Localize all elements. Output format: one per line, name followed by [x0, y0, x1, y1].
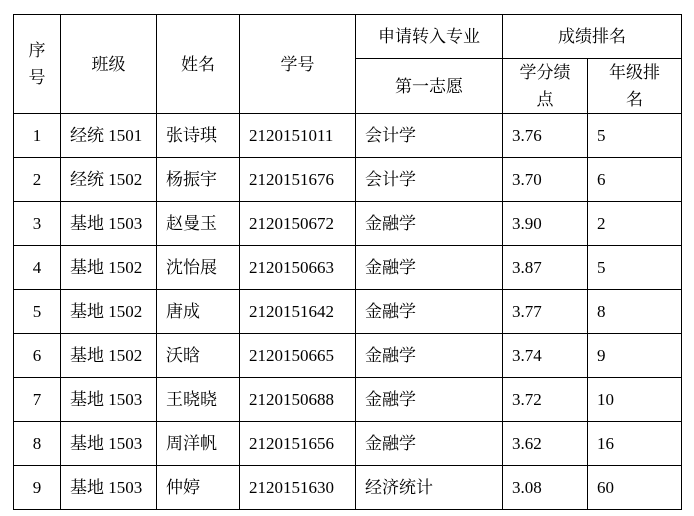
- table-row: [14, 290, 682, 334]
- cell-gpa: 3.90: [503, 202, 588, 246]
- cell-grade-rank: 9: [588, 334, 682, 378]
- table-row: [14, 114, 682, 158]
- cell-first-choice: 金融学: [356, 378, 503, 422]
- cell-student-id: 2120150672: [240, 202, 356, 246]
- cell-grade-rank: 16: [588, 422, 682, 466]
- header-student-id: 学号: [240, 15, 356, 114]
- cell-serial: 1: [14, 114, 61, 158]
- cell-gpa: 3.76: [503, 114, 588, 158]
- cell-grade-rank: 5: [588, 114, 682, 158]
- cell-name: 仲婷: [157, 466, 240, 510]
- cell-serial: 8: [14, 422, 61, 466]
- header-major-group: 申请转入专业: [356, 15, 503, 59]
- cell-first-choice: 会计学: [356, 114, 503, 158]
- cell-gpa: 3.74: [503, 334, 588, 378]
- header-gpa: [503, 59, 588, 114]
- cell-class: 基地 1503: [61, 378, 157, 422]
- cell-serial: 2: [14, 158, 61, 202]
- header-first-choice: 第一志愿: [356, 59, 503, 114]
- cell-gpa: 3.72: [503, 378, 588, 422]
- cell-class: 基地 1503: [61, 422, 157, 466]
- cell-name: 沈怡展: [157, 246, 240, 290]
- cell-serial: 3: [14, 202, 61, 246]
- cell-student-id: 2120151642: [240, 290, 356, 334]
- cell-serial: 9: [14, 466, 61, 510]
- cell-student-id: 2120150663: [240, 246, 356, 290]
- table-row: [14, 334, 682, 378]
- header-grade-rank-label: 年级排名: [608, 63, 660, 110]
- cell-name: 王晓晓: [157, 378, 240, 422]
- cell-class: 经统 1502: [61, 158, 157, 202]
- table-row: [14, 246, 682, 290]
- cell-name: 赵曼玉: [157, 202, 240, 246]
- table-row: [14, 158, 682, 202]
- cell-serial: 4: [14, 246, 61, 290]
- cell-first-choice: 金融学: [356, 246, 503, 290]
- cell-class: 基地 1502: [61, 246, 157, 290]
- cell-class: 基地 1502: [61, 290, 157, 334]
- cell-grade-rank: 6: [588, 158, 682, 202]
- cell-first-choice: 金融学: [356, 202, 503, 246]
- cell-student-id: 2120150688: [240, 378, 356, 422]
- cell-name: 杨振宇: [157, 158, 240, 202]
- cell-student-id: 2120151011: [240, 114, 356, 158]
- cell-grade-rank: 60: [588, 466, 682, 510]
- cell-student-id: 2120151676: [240, 158, 356, 202]
- table-header: [14, 15, 682, 114]
- cell-gpa: 3.08: [503, 466, 588, 510]
- cell-serial: 7: [14, 378, 61, 422]
- header-class: 班级: [61, 15, 157, 114]
- cell-serial: 5: [14, 290, 61, 334]
- cell-class: 基地 1502: [61, 334, 157, 378]
- table-row: [14, 378, 682, 422]
- cell-grade-rank: 10: [588, 378, 682, 422]
- header-gpa-label: 学分绩点: [519, 63, 571, 110]
- header-serial: [14, 15, 61, 114]
- transfer-application-table: [13, 14, 682, 510]
- cell-name: 唐成: [157, 290, 240, 334]
- header-rank-group: 成绩排名: [503, 15, 682, 59]
- cell-class: 基地 1503: [61, 202, 157, 246]
- cell-grade-rank: 5: [588, 246, 682, 290]
- cell-student-id: 2120151656: [240, 422, 356, 466]
- cell-first-choice: 金融学: [356, 334, 503, 378]
- cell-class: 基地 1503: [61, 466, 157, 510]
- cell-gpa: 3.62: [503, 422, 588, 466]
- cell-first-choice: 会计学: [356, 158, 503, 202]
- cell-first-choice: 经济统计: [356, 466, 503, 510]
- table-row: [14, 422, 682, 466]
- cell-gpa: 3.87: [503, 246, 588, 290]
- header-serial-label: 序号: [28, 41, 46, 88]
- cell-gpa: 3.70: [503, 158, 588, 202]
- cell-name: 周洋帆: [157, 422, 240, 466]
- cell-name: 沃晗: [157, 334, 240, 378]
- table-row: [14, 466, 682, 510]
- table-body: [14, 114, 682, 510]
- cell-grade-rank: 8: [588, 290, 682, 334]
- header-row-top: [14, 15, 682, 59]
- cell-first-choice: 金融学: [356, 422, 503, 466]
- header-name: 姓名: [157, 15, 240, 114]
- cell-student-id: 2120151630: [240, 466, 356, 510]
- cell-name: 张诗琪: [157, 114, 240, 158]
- cell-first-choice: 金融学: [356, 290, 503, 334]
- header-grade-rank: [588, 59, 682, 114]
- cell-serial: 6: [14, 334, 61, 378]
- cell-student-id: 2120150665: [240, 334, 356, 378]
- table-row: [14, 202, 682, 246]
- cell-gpa: 3.77: [503, 290, 588, 334]
- cell-class: 经统 1501: [61, 114, 157, 158]
- cell-grade-rank: 2: [588, 202, 682, 246]
